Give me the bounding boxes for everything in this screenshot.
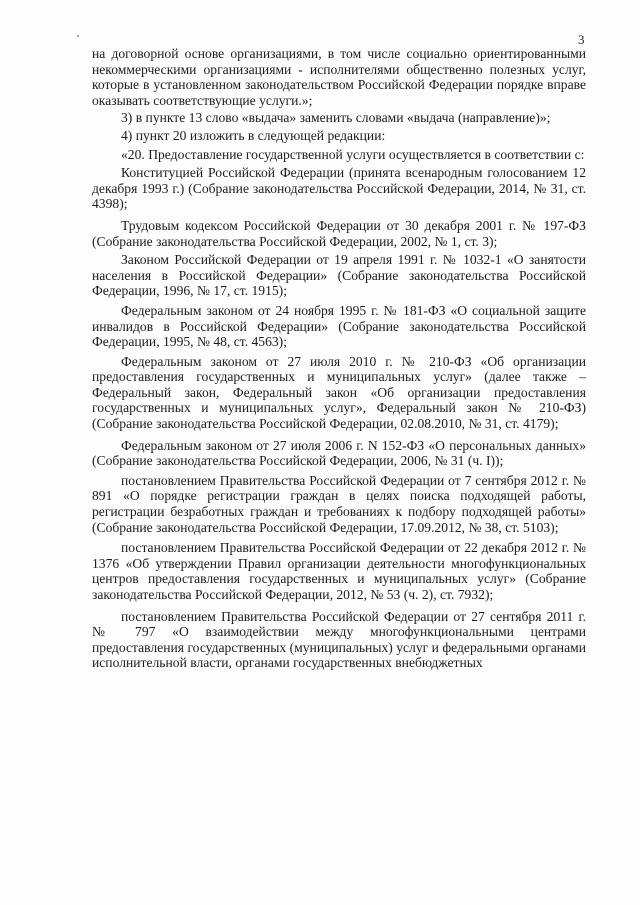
paragraph-resolution-891: постановлением Правительства Российской Федерации от 7 сентября 2012 г. № 891 «О порядке регистрации граждан в целях поиска подходящей работы, регистрации безработных граждан и требованиях к подбору подходящей работы» (Собрание законодательства Российской Федерации, 17.09.2012, № 38, ст. 5103);: [92, 472, 586, 535]
paragraph-federal-law-210: Федеральным законом от 27 июля 2010 г. № 210-ФЗ «Об организации предоставления государственных и муниципальных услуг» (далее также – Федеральный закон, Федеральный закон «Об организации предоставления государственных и муниципальных услуг», Федеральный закон № 210-ФЗ) (Собрание законодательства Российской Федерации, 02.08.2010, № 31, ст. 4179);: [92, 353, 586, 432]
paragraph-clause-20: «20. Предоставление государственной услуги осуществляется в соответствии с:: [121, 146, 585, 162]
paragraph-resolution-1376: постановлением Правительства Российской Федерации от 22 декабря 2012 г. № 1376 «Об утверждении Правил организации деятельности многофункциональных центров предоставления государственных и муниципальных услуг» (Собрание законодательства Российской Федерации, 2012, № 53 (ч. 2), ст. 7932);: [92, 540, 586, 602]
paragraph-employment-law: Законом Российской Федерации от 19 апреля 1991 г. № 1032-1 «О занятости населения в Российской Федерации» (Собрание законодательства Российской Федерации, 1996, № 17, ст. 1915);: [92, 252, 586, 299]
scan-speck: [77, 35, 79, 37]
paragraph-constitution: Конституцией Российской Федерации (принята всенародным голосованием 12 декабря 1993 г.) (Собрание законодательства Российской Федерации, 2014, № 31, ст. 4398);: [92, 165, 586, 212]
page-number: 3: [578, 32, 585, 47]
paragraph-labor-code: Трудовым кодексом Российской Федерации от 30 декабря 2001 г. № 197-ФЗ (Собрание законодательства Российской Федерации, 2002, № 1, ст. 3);: [92, 217, 586, 249]
paragraph-continuation: на договорной основе организациями, в том числе социально ориентированными некоммерческими организациями - исполнителями общественно полезных услуг, которые в установленном законодательством Российской Федерации порядке вправе оказывать соответствующие услуги.»;: [92, 46, 586, 108]
paragraph-resolution-797: постановлением Правительства Российской Федерации от 27 сентября 2011 г. № 797 «О взаимодействии между многофункциональными центрами предоставления государственных (муниципальных) услуг и федеральными органами исполнительной власти, органами государственных внебюджетных: [92, 608, 586, 671]
document-body: [92, 46, 586, 671]
paragraph-item-3: 3) в пункте 13 слово «выдача» заменить словами «выдача (направление)»;: [121, 110, 551, 126]
paragraph-disability-law: Федеральным законом от 24 ноября 1995 г. № 181-ФЗ «О социальной защите инвалидов в Российской Федерации» (Собрание законодательства Российской Федерации, 1995, № 48, ст. 4563);: [92, 302, 586, 350]
paragraph-item-4: 4) пункт 20 изложить в следующей редакции:: [121, 127, 386, 143]
paragraph-personal-data-law: Федеральным законом от 27 июля 2006 г. N 152-ФЗ «О персональных данных» (Собрание законодательства Российской Федерации, 2006, № 31 (ч. I));: [92, 437, 586, 469]
